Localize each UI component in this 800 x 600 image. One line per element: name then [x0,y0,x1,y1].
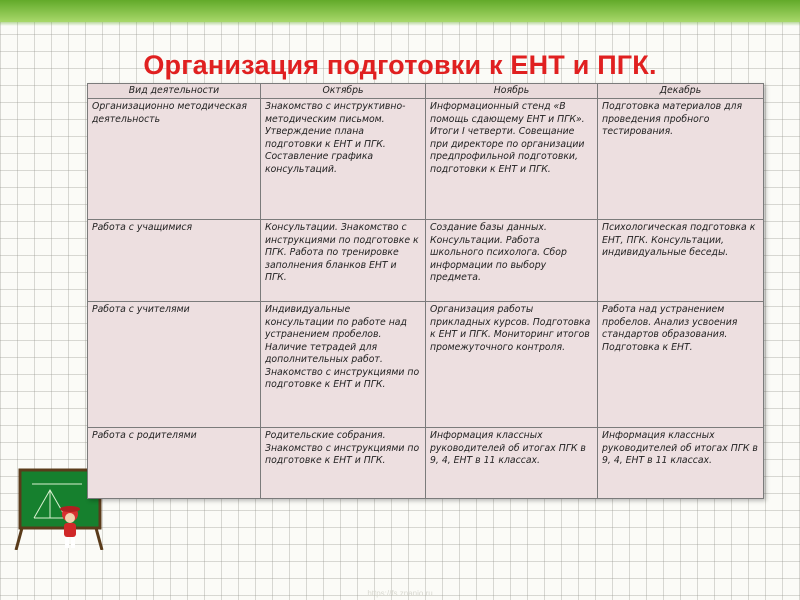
column-header-activity: Вид деятельности [88,84,261,99]
cell-november: Создание базы данных. Консультации. Работа школьного психолога. Сбор информации по выбору предмета. [426,220,598,302]
cell-october: Родительские собрания. Знакомство с инструкциями по подготовке к ЕНТ и ПГК. [261,428,426,499]
cell-november: Информационный стенд «В помощь сдающему ЕНТ и ПГК». Итоги I четверти. Совещание при директоре по организации предпрофильной подготовки, подготовки к ЕНТ и ПГК. [426,99,598,220]
cell-november: Информация классных руководителей об итогах ПГК в 9, 4, ЕНТ в 11 классах. [426,428,598,499]
cell-november: Организация работы прикладных курсов. Подготовка к ЕНТ и ПГК. Мониторинг итогов промежуточного контроля. [426,302,598,428]
column-header-december: Декабрь [598,84,764,99]
table-row [88,302,764,428]
column-header-november: Ноябрь [426,84,598,99]
cell-october: Индивидуальные консультации по работе над устранением пробелов. Наличие тетрадей для дополнительных работ. Знакомство с инструкциями по подготовке к ЕНТ и ПГК. [261,302,426,428]
row-label: Работа с учителями [88,302,261,428]
footer-url: https://fs.znanio.ru [367,589,433,598]
row-label: Работа с учащимися [88,220,261,302]
cell-december: Психологическая подготовка к ЕНТ, ПГК. Консультации, индивидуальные беседы. [598,220,764,302]
row-label: Работа с родителями [88,428,261,499]
slide-title: Организация подготовки к ЕНТ и ПГК. [143,50,657,80]
cell-december: Подготовка материалов для проведения пробного тестирования. [598,99,764,220]
preparation-plan-table [87,83,764,499]
table-header-row [88,84,764,99]
cell-october: Консультации. Знакомство с инструкциями по подготовке к ПГК. Работа по тренировке заполнения бланков ЕНТ и ПГК. [261,220,426,302]
cell-october: Знакомство с инструктивно-методическим письмом. Утверждение плана подготовки к ЕНТ и ПГК. Составление графика консультаций. [261,99,426,220]
cell-december: Работа над устранением пробелов. Анализ усвоения стандартов образования. Подготовка к ЕНТ. [598,302,764,428]
table-row [88,99,764,220]
cell-december: Информация классных руководителей об итогах ПГК в 9, 4, ЕНТ в 11 классах. [598,428,764,499]
top-green-band [0,0,800,22]
column-header-october: Октябрь [261,84,426,99]
row-label: Организационно методическая деятельность [88,99,261,220]
table-row [88,220,764,302]
table-row [88,428,764,499]
